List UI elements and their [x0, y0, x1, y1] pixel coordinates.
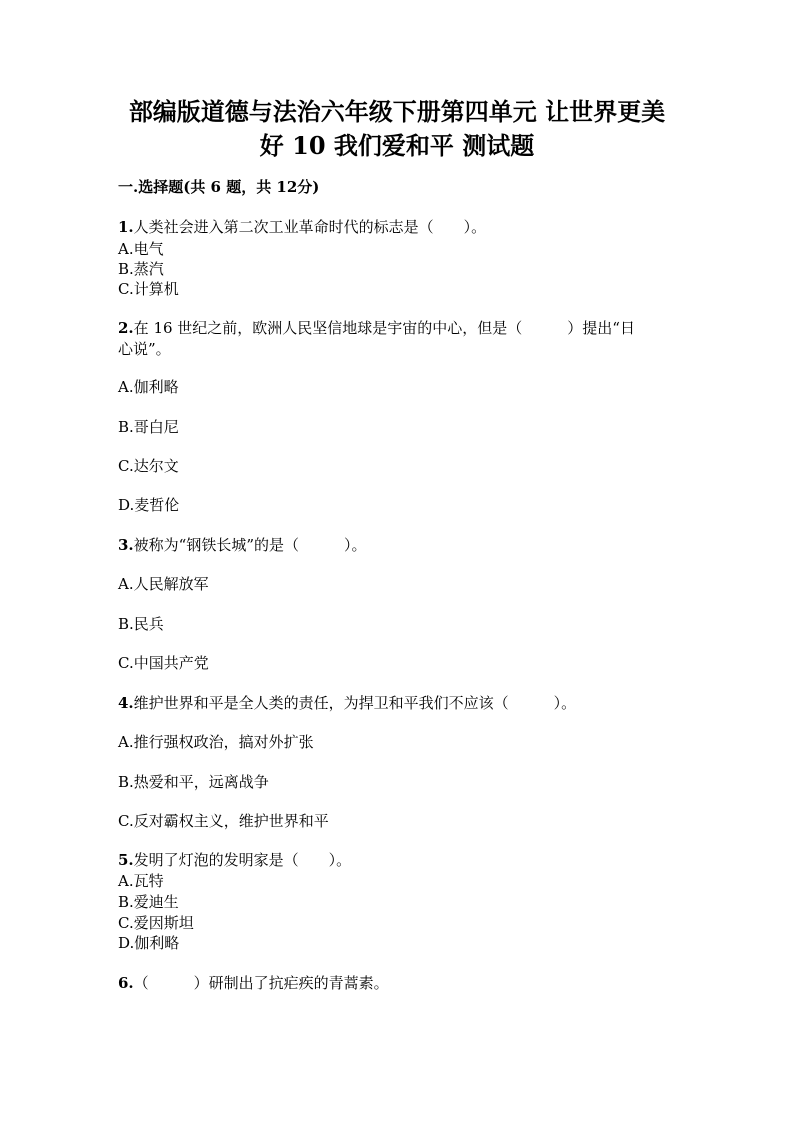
question-5 — [118, 853, 351, 868]
section-heading: 一.选择题(共 6 题，共 12分) — [118, 178, 320, 196]
option: D.伽利略 — [118, 934, 180, 952]
question-text: 维护世界和平是全人类的责任，为捍卫和平我们不应该（ ）。 — [133, 694, 577, 712]
question-text: 在 16 世纪之前，欧洲人民坚信地球是宇宙的中心，但是（ ）提出“日 — [133, 319, 635, 337]
option: C.计算机 — [118, 280, 179, 298]
question-text: 被称为“钢铁长城”的是（ ）。 — [133, 536, 367, 554]
question-number: 3. — [118, 536, 134, 554]
option: A.瓦特 — [118, 872, 164, 890]
question-text-continued: 心说”。 — [118, 340, 171, 358]
option: B.蒸汽 — [118, 260, 164, 278]
option: B.民兵 — [118, 615, 164, 633]
question-number: 1. — [118, 218, 134, 236]
question-number: 2. — [118, 319, 134, 337]
option: B.热爱和平，远离战争 — [118, 773, 269, 791]
option: C.中国共产党 — [118, 654, 209, 672]
question-4 — [118, 696, 576, 711]
question-6 — [118, 976, 389, 991]
question-text: 人类社会进入第二次工业革命时代的标志是（ ）。 — [133, 218, 487, 236]
question-number: 4. — [118, 694, 134, 712]
question-1 — [118, 220, 486, 235]
question-number: 6. — [118, 974, 134, 992]
question-text: 发明了灯泡的发明家是（ ）。 — [133, 851, 352, 869]
option: A.人民解放军 — [118, 575, 209, 593]
option: A.伽利略 — [118, 378, 179, 396]
option: B.爱迪生 — [118, 893, 179, 911]
question-2 — [118, 321, 635, 336]
option: C.反对霸权主义，维护世界和平 — [118, 812, 329, 830]
option: A.推行强权政治，搞对外扩张 — [118, 733, 314, 751]
option: D.麦哲伦 — [118, 496, 180, 514]
option: C.达尔文 — [118, 457, 179, 475]
doc-title-line-1: 部编版道德与法治六年级下册第四单元 让世界更美 — [128, 97, 666, 126]
option: C.爱因斯坦 — [118, 914, 194, 932]
question-3 — [118, 538, 367, 553]
option: B.哥白尼 — [118, 418, 179, 436]
question-number: 5. — [118, 851, 134, 869]
doc-title-line-2: 好 10 我们爱和平 测试题 — [259, 131, 535, 160]
question-text: （ ）研制出了抗疟疾的青蒿素。 — [133, 974, 389, 992]
option: A.电气 — [118, 240, 164, 258]
